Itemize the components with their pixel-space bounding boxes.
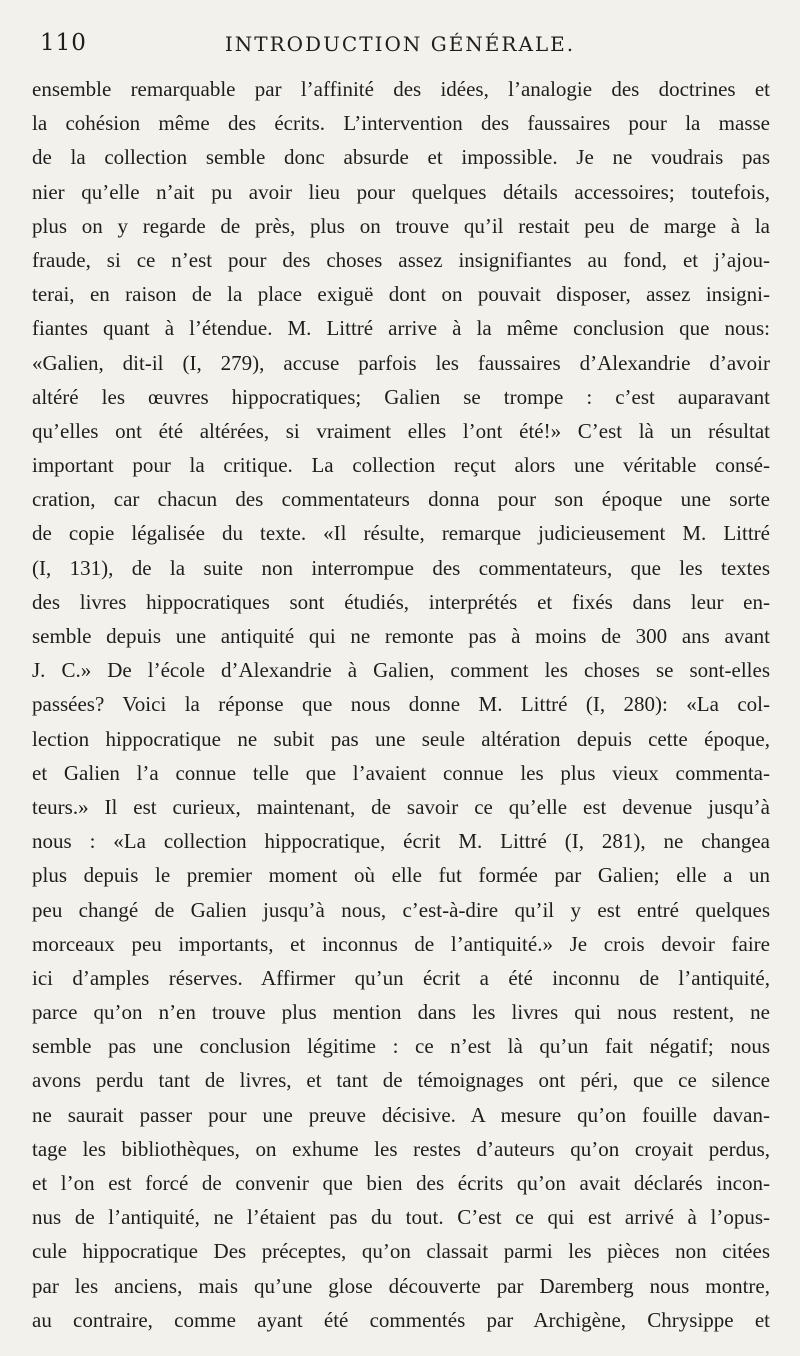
text-line: fraude, si ce n’est pour des choses assez insignifiantes au fond, et j’ajou- xyxy=(32,247,770,272)
text-line: terai, en raison de la place exiguë dont on pouvait disposer, assez insigni- xyxy=(32,282,770,307)
text-line: avons perdu tant de livres, et tant de témoignages ont péri, que ce silence xyxy=(32,1068,770,1093)
text-line: des livres hippocratiques sont étudiés, interprétés et fixés dans leur en- xyxy=(32,589,770,614)
page-number: 110 xyxy=(40,30,87,56)
text-line: «Galien, dit-il (I, 279), accuse parfois les faussaires d’Alexandrie d’avoir xyxy=(32,350,770,375)
text-line: ne saurait passer pour une preuve décisive. A mesure qu’on fouille davan- xyxy=(32,1102,770,1127)
text-line: tage les bibliothèques, on exhume les restes d’auteurs qu’on croyait perdus, xyxy=(32,1136,770,1161)
text-line: important pour la critique. La collection reçut alors une véritable consé- xyxy=(32,453,770,478)
text-line: altéré les œuvres hippocratiques; Galien se trompe : c’est auparavant xyxy=(32,384,770,409)
text-line: qu’elles ont été altérées, si vraiment elles l’ont été!» C’est là un résultat xyxy=(32,418,770,443)
text-line: par les anciens, mais qu’une glose découverte par Daremberg nous montre, xyxy=(32,1273,770,1298)
text-line: la cohésion même des écrits. L’intervention des faussaires pour la masse xyxy=(32,111,770,136)
text-line: semble depuis une antiquité qui ne remonte pas à moins de 300 ans avant xyxy=(32,624,770,648)
text-line: parce qu’on n’en trouve plus mention dans les livres qui nous restent, ne xyxy=(32,1000,770,1025)
text-line: et l’on est forcé de convenir que bien des écrits qu’on avait déclarés incon- xyxy=(32,1171,770,1195)
text-line: nus de l’antiquité, ne l’étaient pas du tout. C’est ce qui est arrivé à l’opus- xyxy=(32,1205,770,1230)
text-line: plus depuis le premier moment où elle fut formée par Galien; elle a un xyxy=(32,863,770,888)
text-line: teurs.» Il est curieux, maintenant, de savoir ce qu’elle est devenue jusqu’à xyxy=(32,794,770,819)
text-line: cule hippocratique Des préceptes, qu’on classait parmi les pièces non citées xyxy=(32,1239,770,1264)
text-line: au contraire, comme ayant été commentés par Archigène, Chrysippe et xyxy=(32,1307,770,1332)
text-line: de la collection semble donc absurde et impossible. Je ne voudrais pas xyxy=(32,145,770,170)
text-line: nous : «La collection hippocratique, écrit M. Littré (I, 281), ne changea xyxy=(32,829,770,854)
text-line: J. C.» De l’école d’Alexandrie à Galien, comment les choses se sont-elles xyxy=(32,658,770,683)
running-head: INTRODUCTION GÉNÉRALE. xyxy=(224,32,576,56)
text-line: de copie légalisée du texte. «Il résulte, remarque judicieusement M. Littré xyxy=(32,521,770,546)
text-line: nier qu’elle n’ait pu avoir lieu pour quelques détails accessoires; toutefois, xyxy=(32,179,770,204)
text-line: peu changé de Galien jusqu’à nous, c’est-à-dire qu’il y est entré quelques xyxy=(32,897,770,922)
page-header xyxy=(30,28,770,64)
text-line: ici d’amples réserves. Affirmer qu’un écrit a été inconnu de l’antiquité, xyxy=(32,965,770,990)
text-line: lection hippocratique ne subit pas une seule altération depuis cette époque, xyxy=(32,726,770,751)
text-line: semble pas une conclusion légitime : ce n’est là qu’un fait négatif; nous xyxy=(32,1034,770,1059)
body-text xyxy=(32,72,770,1337)
text-line: ensemble remarquable par l’affinité des idées, l’analogie des doctrines et xyxy=(32,77,770,101)
text-line: et Galien l’a connue telle que l’avaient connue les plus vieux commenta- xyxy=(32,760,770,785)
text-line: plus on y regarde de près, plus on trouve qu’il restait peu de marge à la xyxy=(32,213,770,238)
text-line: fiantes quant à l’étendue. M. Littré arrive à la même conclusion que nous: xyxy=(32,316,770,341)
text-line: morceaux peu importants, et inconnus de l’antiquité.» Je crois devoir faire xyxy=(32,931,770,956)
text-line: (I, 131), de la suite non interrompue des commentateurs, que les textes xyxy=(32,555,770,580)
text-line: passées? Voici la réponse que nous donne M. Littré (I, 280): «La col- xyxy=(32,692,770,717)
text-line: cration, car chacun des commentateurs donna pour son époque une sorte xyxy=(32,487,770,512)
